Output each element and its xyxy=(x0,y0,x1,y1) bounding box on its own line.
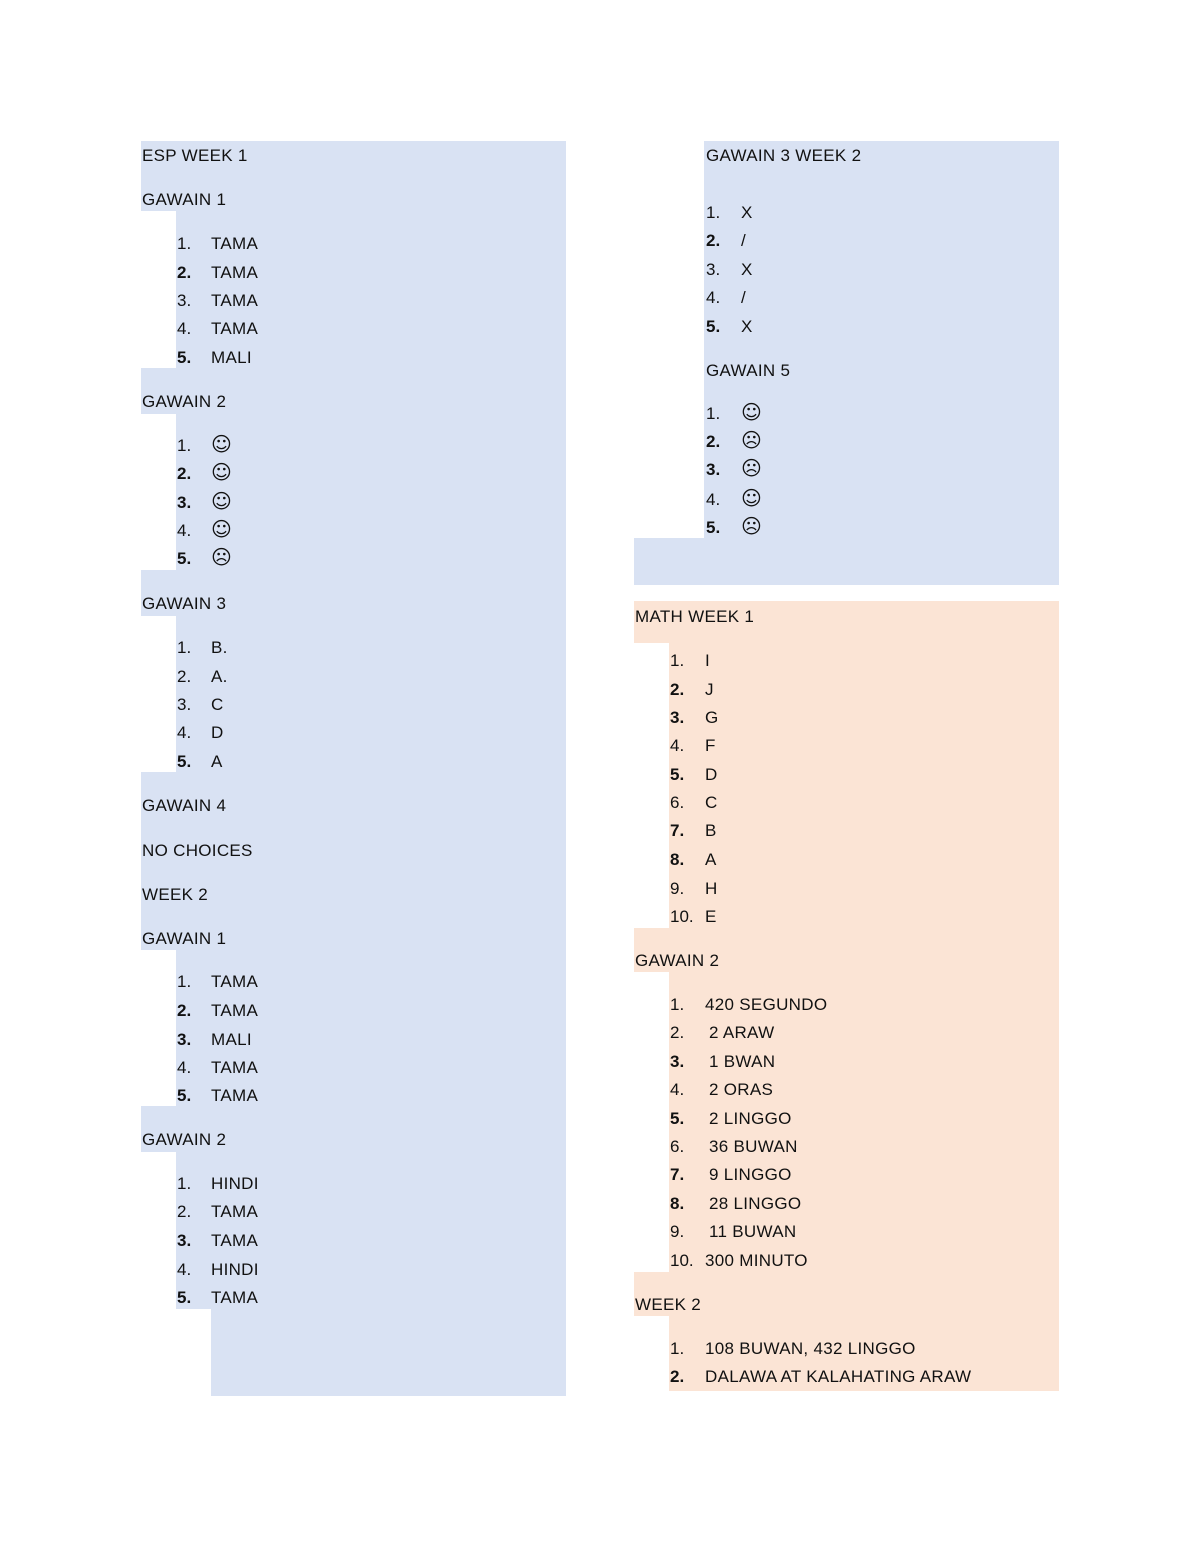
list-number: 6. xyxy=(670,793,685,812)
list-item: G xyxy=(705,708,719,727)
list-item: A. xyxy=(211,667,228,686)
list-item: TAMA xyxy=(211,1058,259,1077)
list-item: X xyxy=(741,317,753,336)
list-number: 2. xyxy=(670,1023,685,1042)
list-number: 4. xyxy=(706,490,721,509)
list-number: 1. xyxy=(177,234,192,253)
esp-title: ESP WEEK 1 xyxy=(142,146,248,165)
list-item: C xyxy=(705,793,718,812)
list-number: 5. xyxy=(670,1109,685,1128)
list-number: 1. xyxy=(177,972,192,991)
list-number: 3. xyxy=(177,1231,192,1250)
esp-w2-gawain3-heading: GAWAIN 3 WEEK 2 xyxy=(706,146,862,165)
list-number: 8. xyxy=(670,850,685,869)
list-number: 4. xyxy=(177,723,192,742)
list-item: X xyxy=(741,203,753,222)
esp-shade-bottom xyxy=(211,1300,566,1396)
list-number: 2. xyxy=(177,1202,192,1221)
list-number: 10. xyxy=(670,907,694,926)
sad-face-icon: ☹ xyxy=(741,456,763,480)
list-item: 1 BWAN xyxy=(709,1052,776,1071)
list-item: TAMA xyxy=(211,319,259,338)
list-number: 5. xyxy=(177,1086,192,1105)
list-number: 4. xyxy=(670,1080,685,1099)
list-number: 1. xyxy=(706,203,721,222)
list-item: H xyxy=(705,879,718,898)
list-number: 4. xyxy=(706,288,721,307)
list-item: TAMA xyxy=(211,263,259,282)
math-gawain2-heading: GAWAIN 2 xyxy=(635,951,720,970)
list-item: B xyxy=(705,821,717,840)
list-number: 10. xyxy=(670,1251,694,1270)
list-number: 5. xyxy=(706,518,721,537)
list-item: A xyxy=(705,850,717,869)
list-item: 2 ORAS xyxy=(709,1080,774,1099)
list-number: 1. xyxy=(670,995,685,1014)
list-item: 9 LINGGO xyxy=(709,1165,792,1184)
sad-face-icon: ☹ xyxy=(741,428,763,452)
list-item: 2 ARAW xyxy=(709,1023,775,1042)
list-number: 2. xyxy=(670,1367,685,1386)
list-number: 2. xyxy=(177,263,192,282)
list-item: C xyxy=(211,695,224,714)
list-item: J xyxy=(705,680,714,699)
smiley-face-icon: ☺ xyxy=(741,400,763,424)
math-title: MATH WEEK 1 xyxy=(635,607,755,626)
list-number: 5. xyxy=(177,348,192,367)
list-item: F xyxy=(705,736,716,755)
list-item: / xyxy=(741,288,747,307)
smiley-face-icon: ☺ xyxy=(211,489,233,513)
list-number: 2. xyxy=(177,464,192,483)
math-week2-heading: WEEK 2 xyxy=(635,1295,702,1314)
smiley-face-icon: ☺ xyxy=(211,432,233,456)
list-item: MALI xyxy=(211,1030,252,1049)
list-number: 5. xyxy=(177,752,192,771)
list-item: D xyxy=(705,765,718,784)
list-item: MALI xyxy=(211,348,252,367)
list-number: 2. xyxy=(706,231,721,250)
list-number: 4. xyxy=(177,319,192,338)
list-number: 1. xyxy=(670,651,685,670)
list-number: 5. xyxy=(177,1288,192,1307)
list-number: 9. xyxy=(670,1222,685,1241)
esp-w2-gawain5-heading: GAWAIN 5 xyxy=(706,361,791,380)
esp-week2-heading: WEEK 2 xyxy=(142,885,209,904)
list-item: B. xyxy=(211,638,228,657)
list-item: E xyxy=(705,907,717,926)
list-item: A xyxy=(211,752,223,771)
list-number: 8. xyxy=(670,1194,685,1213)
sad-face-icon: ☹ xyxy=(211,545,233,569)
list-number: 4. xyxy=(177,1058,192,1077)
esp-w1-gawain4-heading: GAWAIN 4 xyxy=(142,796,227,815)
list-item: 36 BUWAN xyxy=(709,1137,798,1156)
list-number: 2. xyxy=(177,1001,192,1020)
esp2-shade-bottom xyxy=(634,538,706,585)
list-item: TAMA xyxy=(211,972,259,991)
smiley-face-icon: ☺ xyxy=(211,460,233,484)
list-item: I xyxy=(705,651,711,670)
list-number: 6. xyxy=(670,1137,685,1156)
list-number: 3. xyxy=(670,708,685,727)
list-number: 3. xyxy=(177,695,192,714)
list-item: TAMA xyxy=(211,234,259,253)
list-number: 4. xyxy=(177,521,192,540)
list-number: 1. xyxy=(177,1174,192,1193)
list-number: 3. xyxy=(670,1052,685,1071)
list-item: 28 LINGGO xyxy=(709,1194,802,1213)
list-number: 3. xyxy=(706,460,721,479)
smiley-face-icon: ☺ xyxy=(741,486,763,510)
list-number: 1. xyxy=(706,404,721,423)
list-number: 9. xyxy=(670,879,685,898)
esp-w2-gawain2-heading: GAWAIN 2 xyxy=(142,1130,227,1149)
list-number: 1. xyxy=(177,638,192,657)
esp-w1-gawain4-note: NO CHOICES xyxy=(142,841,253,860)
list-number: 7. xyxy=(670,1165,685,1184)
list-number: 2. xyxy=(706,432,721,451)
list-number: 2. xyxy=(177,667,192,686)
list-item: 2 LINGGO xyxy=(709,1109,792,1128)
list-number: 3. xyxy=(706,260,721,279)
list-item: 108 BUWAN, 432 LINGGO xyxy=(705,1339,916,1358)
list-item: HINDI xyxy=(211,1260,259,1279)
list-item: TAMA xyxy=(211,1288,259,1307)
list-item: TAMA xyxy=(211,291,259,310)
list-item: 420 SEGUNDO xyxy=(705,995,828,1014)
list-number: 1. xyxy=(177,436,192,455)
smiley-face-icon: ☺ xyxy=(211,517,233,541)
list-number: 2. xyxy=(670,680,685,699)
list-number: 3. xyxy=(177,291,192,310)
esp-w1-gawain1-heading: GAWAIN 1 xyxy=(142,190,227,209)
sad-face-icon: ☹ xyxy=(741,514,763,538)
list-item: 300 MINUTO xyxy=(705,1251,808,1270)
list-number: 5. xyxy=(706,317,721,336)
list-number: 7. xyxy=(670,821,685,840)
list-item: X xyxy=(741,260,753,279)
list-item: TAMA xyxy=(211,1231,259,1250)
list-item: TAMA xyxy=(211,1001,259,1020)
list-number: 4. xyxy=(177,1260,192,1279)
esp-w1-gawain3-heading: GAWAIN 3 xyxy=(142,594,227,613)
list-item: TAMA xyxy=(211,1086,259,1105)
esp-w2-gawain1-heading: GAWAIN 1 xyxy=(142,929,227,948)
esp-w1-gawain2-heading: GAWAIN 2 xyxy=(142,392,227,411)
list-number: 1. xyxy=(670,1339,685,1358)
list-number: 5. xyxy=(670,765,685,784)
list-item: TAMA xyxy=(211,1202,259,1221)
list-number: 3. xyxy=(177,1030,192,1049)
esp-shade-main xyxy=(176,141,566,1309)
list-item: HINDI xyxy=(211,1174,259,1193)
list-number: 4. xyxy=(670,736,685,755)
list-item: DALAWA AT KALAHATING ARAW xyxy=(705,1367,972,1386)
list-item: 11 BUWAN xyxy=(709,1222,797,1241)
list-number: 3. xyxy=(177,493,192,512)
list-item: / xyxy=(741,231,747,250)
list-number: 5. xyxy=(177,549,192,568)
list-item: D xyxy=(211,723,224,742)
